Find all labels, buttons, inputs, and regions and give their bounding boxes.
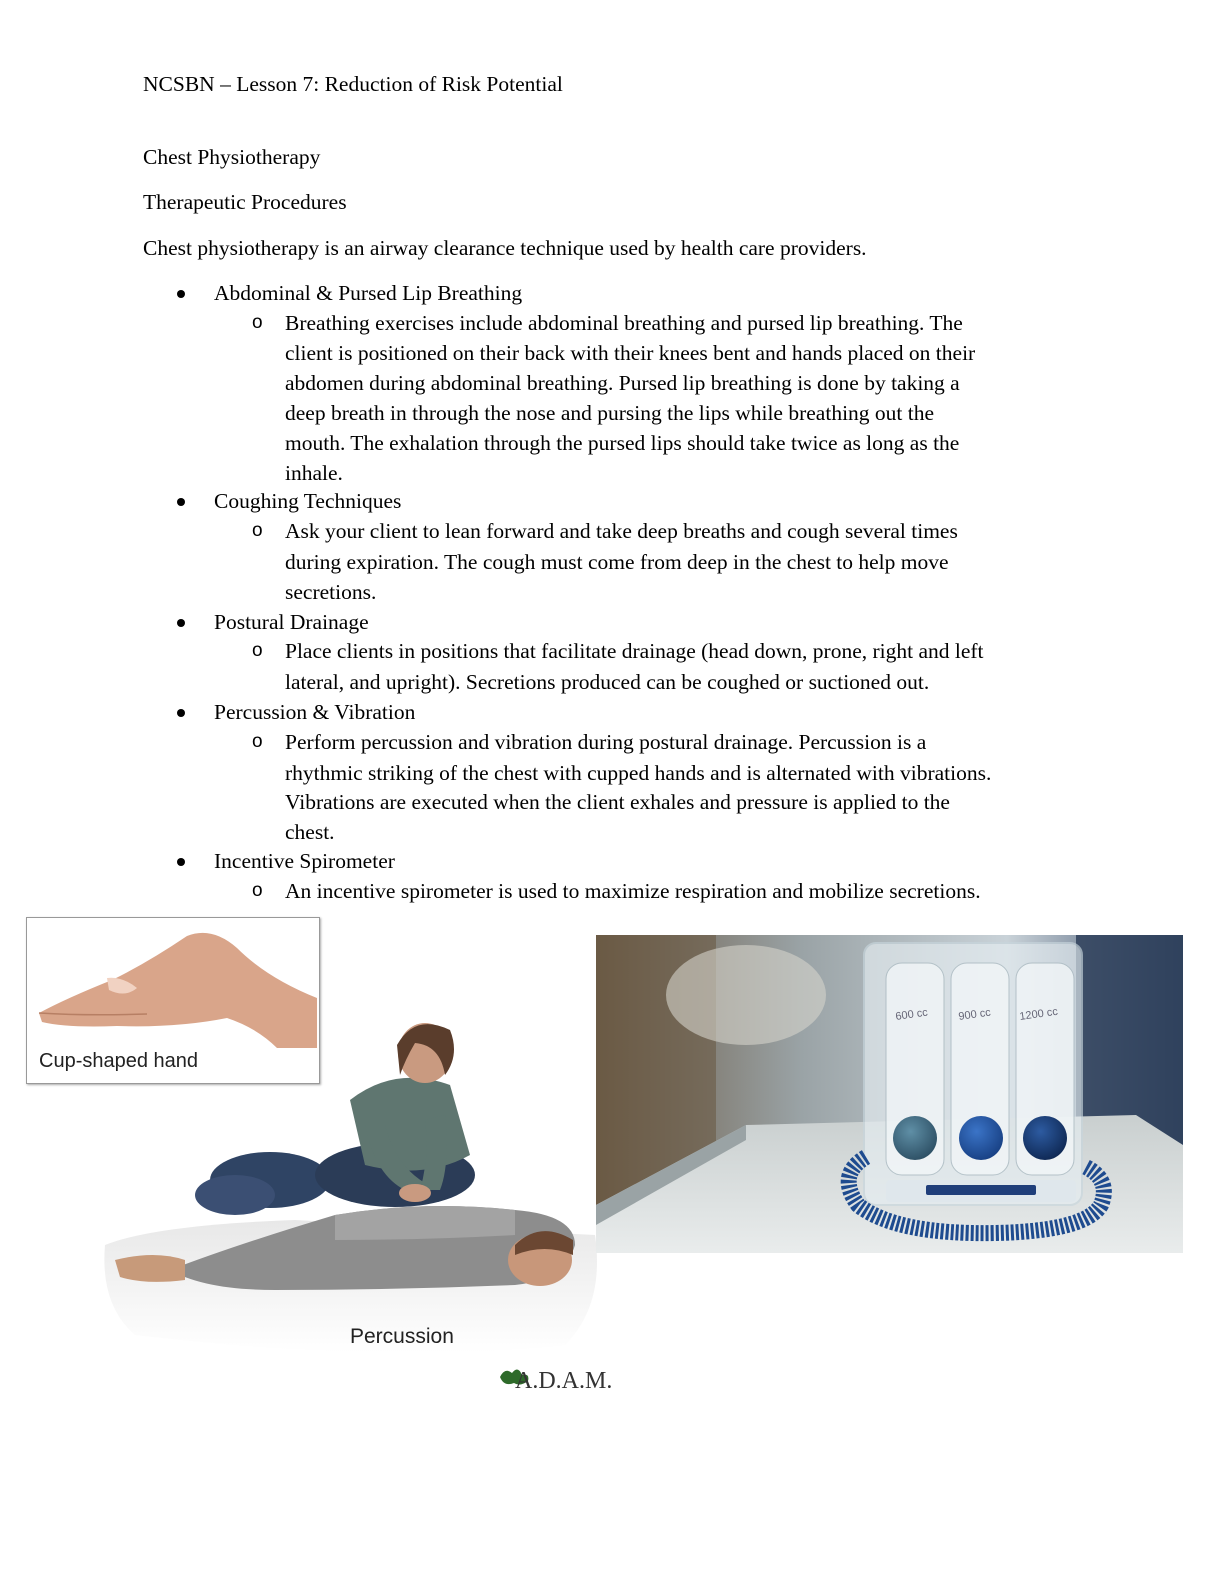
list-item-text-line: rhythmic striking of the chest with cupped hands and is alternated with vibrations.	[285, 761, 992, 785]
cup-shaped-hand-inset	[26, 917, 320, 1084]
sub-bullet-icon: o	[252, 731, 263, 752]
bullet-icon	[177, 619, 185, 627]
list-item-text-line: lateral, and upright). Secretions produced can be coughed or suctioned out.	[285, 670, 930, 694]
svg-text:A.D.A.M.: A.D.A.M.	[515, 1368, 613, 1394]
bullet-icon	[177, 858, 185, 866]
chamber-label: 900 cc	[957, 1006, 992, 1023]
list-item-text-line: An incentive spirometer is used to maximize respiration and mobilize secretions.	[285, 879, 981, 903]
sub-bullet-icon: o	[252, 880, 263, 901]
sub-bullet-icon: o	[252, 520, 263, 541]
list-item-text-line: Vibrations are executed when the client exhales and pressure is applied to the	[285, 790, 950, 814]
list-item-text-line: mouth. The exhalation through the pursed lips should take twice as long as the	[285, 431, 960, 455]
incentive-spirometer-photo	[596, 935, 1183, 1253]
list-item-text-line: Place clients in positions that facilitate drainage (head down, prone, right and left	[285, 639, 984, 663]
subsection-title: Therapeutic Procedures	[143, 190, 347, 214]
list-item-title: Percussion & Vibration	[214, 700, 416, 724]
list-item-text-line: abdomen during abdominal breathing. Pursed lip breathing is done by taking a	[285, 371, 960, 395]
cupped-hand-icon	[27, 918, 319, 1048]
percussion-caption: Percussion	[350, 1325, 454, 1348]
sub-bullet-icon: o	[252, 312, 263, 333]
sub-bullet-icon: o	[252, 640, 263, 661]
intro-paragraph: Chest physiotherapy is an airway clearance technique used by health care providers.	[143, 236, 867, 260]
list-item-title: Incentive Spirometer	[214, 849, 395, 873]
list-item-text-line: Ask your client to lean forward and take deep breaths and cough several times	[285, 519, 958, 543]
list-item-text-line: chest.	[285, 820, 335, 844]
list-item-text-line: inhale.	[285, 461, 343, 485]
section-title: Chest Physiotherapy	[143, 145, 321, 169]
list-item-title: Abdominal & Pursed Lip Breathing	[214, 281, 523, 305]
list-item-text-line: deep breath in through the nose and pursing the lips while breathing out the	[285, 401, 935, 425]
bullet-icon	[177, 709, 185, 717]
cup-shaped-hand-caption: Cup-shaped hand	[39, 1050, 199, 1072]
chamber-label: 600 cc	[894, 1006, 929, 1023]
bullet-icon	[177, 290, 185, 298]
list-item-text-line: during expiration. The cough must come from deep in the chest to help move	[285, 550, 949, 574]
list-item-title: Postural Drainage	[214, 610, 369, 634]
chamber-label: 1200 cc	[1018, 1005, 1059, 1023]
adam-logo	[500, 1368, 612, 1394]
list-item-text-line: secretions.	[285, 580, 377, 604]
list-item-text-line: Perform percussion and vibration during postural drainage. Percussion is a	[285, 730, 927, 754]
list-item-text-line: Breathing exercises include abdominal breathing and pursed lip breathing. The	[285, 311, 963, 335]
document-header: NCSBN – Lesson 7: Reduction of Risk Potential	[143, 72, 563, 96]
bullet-icon	[177, 498, 185, 506]
list-item-text-line: client is positioned on their back with their knees bent and hands placed on their	[285, 341, 976, 365]
list-item-title: Coughing Techniques	[214, 489, 402, 513]
